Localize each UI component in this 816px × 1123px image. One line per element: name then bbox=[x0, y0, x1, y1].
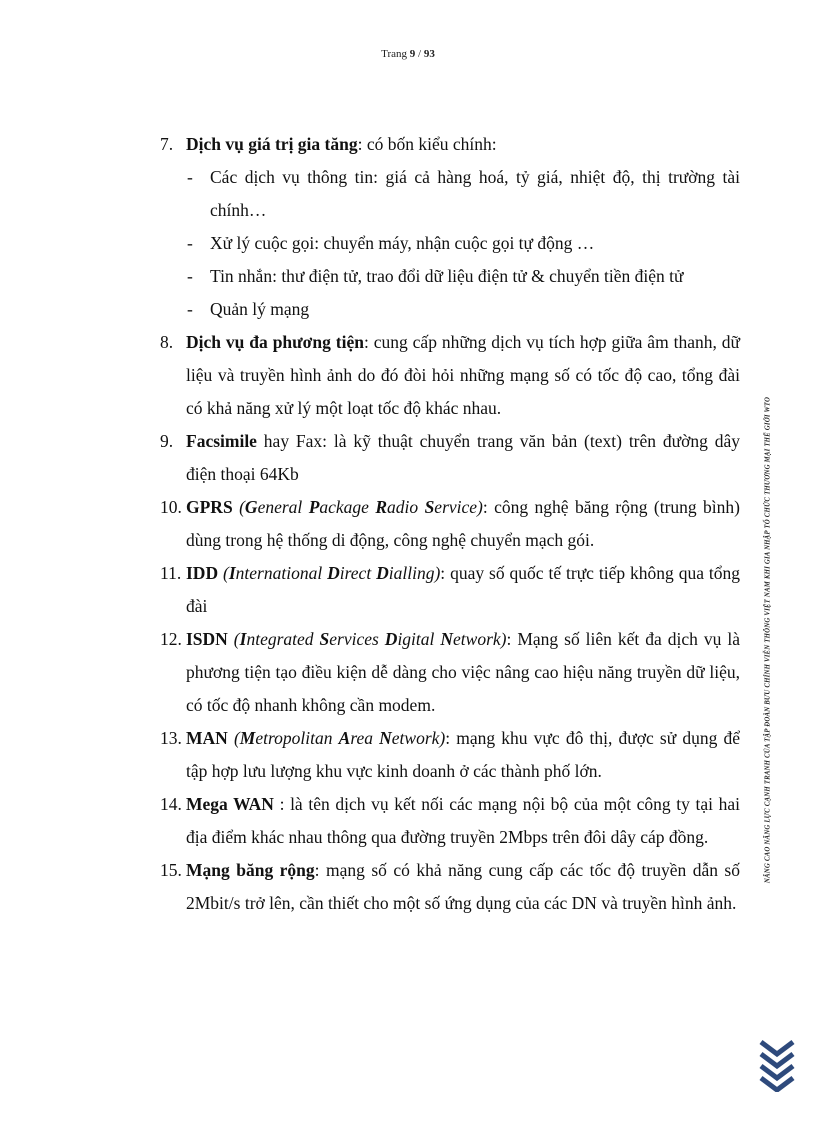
expansion-word: adio bbox=[387, 497, 425, 517]
chevron-stroke bbox=[761, 1042, 793, 1054]
list-item bbox=[160, 326, 740, 425]
paren-open: ( bbox=[227, 629, 240, 649]
item-number: 14. bbox=[160, 794, 182, 814]
item-text: : có bốn kiểu chính: bbox=[357, 134, 497, 154]
item-term: IDD bbox=[186, 563, 219, 583]
item-term: GPRS bbox=[186, 497, 233, 517]
expansion-word: ackage bbox=[319, 497, 376, 517]
item-text: : cung cấp những dịch vụ tích hợp giữa âm thanh, dữ liệu và truyền hình ảnh do đó đòi hỏi những mạng số có tốc độ cao, tổng đài có khả năng xử lý một loạt tốc độ khác nhau. bbox=[186, 332, 740, 418]
item-term: Mega WAN bbox=[186, 794, 274, 814]
acronym-letter: D bbox=[376, 563, 389, 583]
item-text: : là tên dịch vụ kết nối các mạng nội bộ của một công ty tại hai địa điểm khác nhau thông qua đường truyền 2Mbps trên đôi dây cáp đồng. bbox=[186, 794, 740, 847]
list-item bbox=[160, 623, 740, 722]
expansion-word: irect bbox=[339, 563, 377, 583]
paren-open: ( bbox=[227, 728, 240, 748]
item-text: : công nghệ băng rộng (trung bình) dùng trong hệ thống di động, công nghệ chuyển mạch gói. bbox=[186, 497, 740, 550]
expansion-word: etwork) bbox=[391, 728, 446, 748]
list-item bbox=[160, 557, 740, 623]
sub-item-text: Xử lý cuộc gọi: chuyển máy, nhận cuộc gọi tự động … bbox=[210, 233, 595, 253]
acronym-letter: N bbox=[440, 629, 454, 649]
item-term: ISDN bbox=[186, 629, 228, 649]
dash-marker: - bbox=[187, 233, 193, 253]
expansion-word: ialling) bbox=[388, 563, 441, 583]
item-number: 15. bbox=[160, 860, 182, 880]
item-text: : quay số quốc tế trực tiếp không qua tổng đài bbox=[186, 563, 741, 616]
expansion-word: ervices bbox=[329, 629, 385, 649]
acronym-letter: R bbox=[375, 497, 388, 517]
item-expansion bbox=[233, 497, 483, 517]
side-running-title: NÂNG CAO NĂNG LỰC CẠNH TRANH CỦA TẬP ĐOÀN BƯU CHÍNH VIỄN THÔNG VIỆT NAM KHI GIA NHẬP TỔ CHỨC THƯƠNG MẠI THẾ GIỚI WTO bbox=[764, 396, 772, 884]
acronym-letter: I bbox=[228, 563, 236, 583]
acronym-letter: D bbox=[327, 563, 340, 583]
sub-item-text: Tin nhắn: thư điện tử, trao đổi dữ liệu điện tử & chuyển tiền điện tử bbox=[210, 266, 684, 286]
expansion-word: ntegrated bbox=[246, 629, 320, 649]
item-text: : Mạng số liên kết đa dịch vụ là phương tiện tạo điều kiện dễ dàng cho việc nâng cao hiệu năng truyền dữ liệu, có tốc độ nhanh không cần modem. bbox=[186, 629, 740, 715]
item-number: 9. bbox=[160, 431, 174, 451]
acronym-letter: G bbox=[244, 497, 258, 517]
sub-item-text: Quản lý mạng bbox=[210, 299, 310, 319]
list-item bbox=[160, 491, 740, 557]
dash-marker: - bbox=[187, 167, 193, 187]
expansion-word: nternational bbox=[235, 563, 328, 583]
sub-list-item bbox=[160, 293, 740, 326]
item-text: : mạng khu vực đô thị, được sử dụng để tập hợp lưu lượng khu vực kinh doanh ở các thành phố lớn. bbox=[186, 728, 740, 781]
document-body bbox=[160, 128, 740, 920]
acronym-letter: A bbox=[338, 728, 351, 748]
item-term: Facsimile bbox=[186, 431, 257, 451]
expansion-word: ervice) bbox=[434, 497, 483, 517]
list-item bbox=[160, 788, 740, 854]
acronym-letter: P bbox=[308, 497, 320, 517]
expansion-word: eneral bbox=[257, 497, 309, 517]
page-number-header bbox=[0, 48, 816, 60]
list-item bbox=[160, 854, 740, 920]
acronym-letter: I bbox=[239, 629, 247, 649]
item-number: 10. bbox=[160, 497, 182, 517]
acronym-letter: S bbox=[424, 497, 435, 517]
item-term: Mạng băng rộng bbox=[186, 860, 315, 880]
item-term: MAN bbox=[186, 728, 228, 748]
item-expansion bbox=[228, 629, 507, 649]
expansion-word: etwork) bbox=[453, 629, 507, 649]
expansion-word: rea bbox=[350, 728, 380, 748]
chevron-down-icon[interactable] bbox=[757, 1036, 797, 1092]
sub-item-text: Các dịch vụ thông tin: giá cả hàng hoá, tỷ giá, nhiệt độ, thị trường tài chính… bbox=[210, 167, 740, 220]
acronym-letter: S bbox=[319, 629, 330, 649]
paren-open: ( bbox=[218, 563, 229, 583]
sub-list-item bbox=[160, 260, 740, 293]
item-number: 7. bbox=[160, 134, 174, 154]
acronym-letter: D bbox=[384, 629, 398, 649]
item-text: : mạng số có khả năng cung cấp các tốc độ truyền dẫn số 2Mbit/s trở lên, cần thiết cho một số ứng dụng của các DN và truyền hình ảnh. bbox=[186, 860, 740, 913]
item-term: Dịch vụ giá trị gia tăng bbox=[186, 134, 358, 154]
page-separator: / bbox=[418, 48, 422, 60]
item-number: 11. bbox=[160, 563, 182, 583]
expansion-word: igital bbox=[397, 629, 441, 649]
item-number: 12. bbox=[160, 629, 182, 649]
acronym-letter: N bbox=[379, 728, 392, 748]
acronym-letter: M bbox=[239, 728, 256, 748]
expansion-word: etropolitan bbox=[255, 728, 339, 748]
sub-list-item bbox=[160, 227, 740, 260]
item-number: 8. bbox=[160, 332, 174, 352]
item-number: 13. bbox=[160, 728, 182, 748]
sub-list-item bbox=[160, 161, 740, 227]
item-expansion bbox=[228, 728, 445, 748]
item-text: hay Fax: là kỹ thuật chuyển trang văn bản (text) trên đường dây điện thoại 64Kb bbox=[186, 431, 740, 484]
page-total: 93 bbox=[423, 48, 435, 60]
list-item bbox=[160, 722, 740, 788]
dash-marker: - bbox=[187, 266, 193, 286]
item-expansion bbox=[218, 563, 440, 583]
page-label: Trang bbox=[381, 48, 408, 60]
page-current: 9 bbox=[409, 48, 416, 60]
paren-open: ( bbox=[232, 497, 245, 517]
item-term: Dịch vụ đa phương tiện bbox=[186, 332, 364, 352]
dash-marker: - bbox=[187, 299, 193, 319]
list-item bbox=[160, 425, 740, 491]
list-item bbox=[160, 128, 740, 161]
